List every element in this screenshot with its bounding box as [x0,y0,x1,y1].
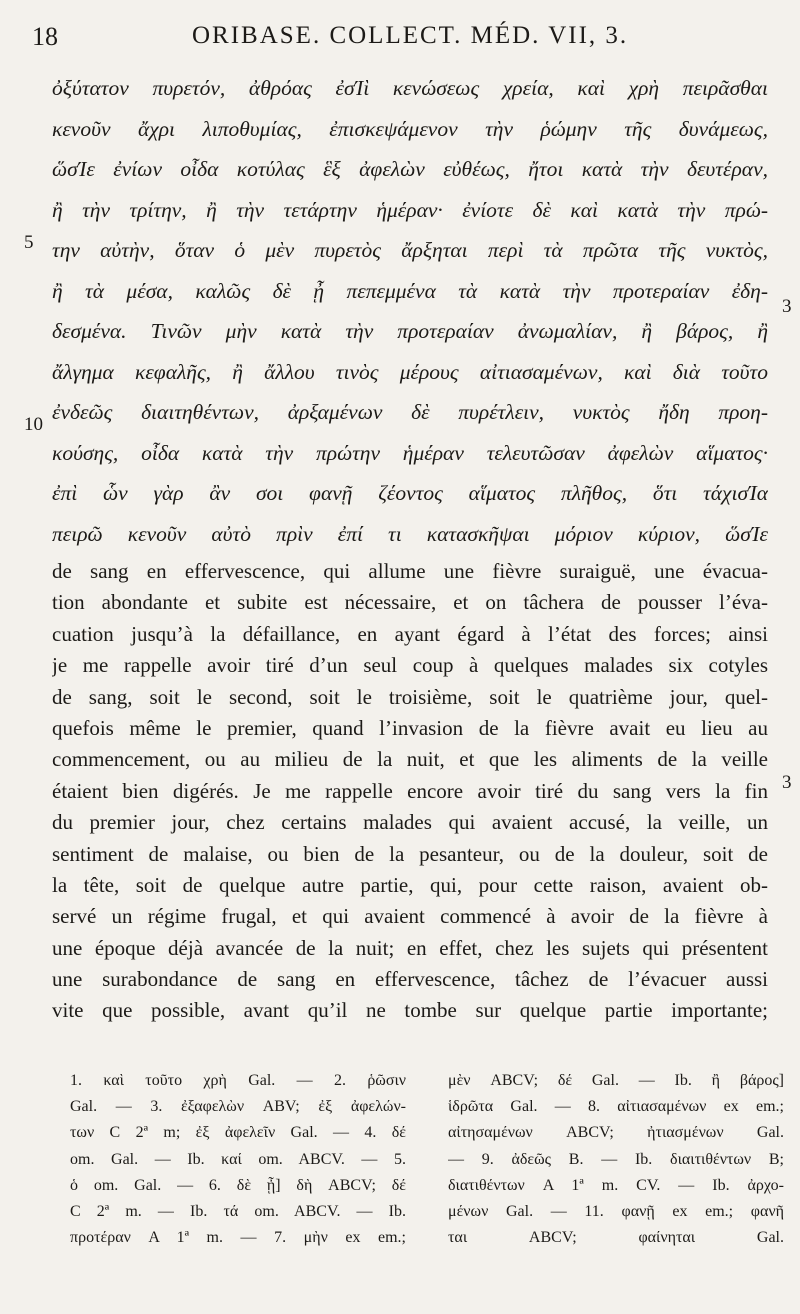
french-text-line: cuation jusqu’à la défaillance, en ayant égard à l’état des forces; ainsi [52,621,768,646]
footnote-line: om. Gal. — Ib. καί om. ABCV. — 5. [70,1150,406,1168]
footnote-line: — 9. ἀδεῶς B. — Ib. διαιτιθέντων B; [448,1150,784,1168]
french-text-line: je me rappelle avoir tiré d’un seul coup à quelques malades six cotyles [52,653,768,678]
greek-text-line: ἢ τὴν τρίτην, ἢ τὴν τετάρτην ἡμέραν· ἐνίοτε δὲ καὶ κατὰ τὴν πρώ- [52,197,768,222]
greek-text-line: ἐνδεῶς διαιτηθέντων, ἀρξαμένων δὲ πυρέτλειν, νυκτὸς ἤδη προη- [52,400,768,424]
footnote-line: ὁ om. Gal. — 6. δὲ ᾖ] δὴ ABCV; δέ [70,1176,406,1194]
page-header [32,22,772,62]
footnote-line: 1. καὶ τοῦτο χρὴ Gal. — 2. ῥῶσιν [70,1072,406,1089]
footnote-line: Gal. — 3. ἐξαφελὼν ABV; ἐξ ἀφελών- [70,1098,406,1116]
french-text-line: vite que possible, avant qu’il ne tombe sur quelque partie importante; [52,998,768,1023]
line-number-10: 10 [24,414,43,435]
greek-text-block [52,68,768,554]
greek-text-line: δεσμένα. Τινῶν μὴν κατὰ τὴν προτεραίαν ἀνωμαλίαν, ἢ βάρος, ἢ [52,319,768,343]
greek-text-line: ἢ τὰ μέσα, καλῶς δὲ ᾖ πεπεμμένα τὰ κατὰ τὴν προτεραίαν ἐδη- [52,278,768,303]
footnote-line: μένων Gal. — 11. φανῇ ex em.; φανῆ [448,1202,784,1220]
french-text-line: du premier jour, chez certains malades qui avaient accusé, la veille, un [52,810,768,835]
greek-text-line: πειρῶ κενοῦν αὐτὸ πρὶν ἐπί τι κατασκῆψαι μόριον κύριον, ὥσΊε [52,521,768,546]
french-text-line: la tête, soit de quelque autre partie, qui, pour cette raison, avaient ob- [52,872,768,897]
footnote-line: προτέραν A 1ª m. — 7. μὴν ex em.; [70,1229,406,1247]
french-text-line: de sang, soit le second, soit le troisième, soit le quatrième jour, quel- [52,684,768,709]
french-text-line: quefois même le premier, quand l’invasion de la fièvre avait eu lieu au [52,715,768,740]
margin-note-number: 3 [782,772,792,793]
footnote-line: διατιθέντων A 1ª m. CV. — Ib. ἀρχο- [448,1176,784,1194]
french-text-line: tion abondante et subite est nécessaire, et on tâchera de pousser l’éva- [52,590,768,615]
greek-text-line: κούσης, οἶδα κατὰ τὴν πρώτην ἡμέραν τελευτῶσαν ἀφελὼν αἵματος· [52,440,768,465]
running-title: ORIBASE. COLLECT. MÉD. VII, 3. [192,22,629,49]
footnote-line: αἰτησαμένων ABCV; ἠτιασμένων Gal. [448,1124,784,1142]
french-text-line: sentiment de malaise, ou bien de la pesanteur, ou de la douleur, soit de [52,841,768,866]
french-translation-block [52,556,768,1027]
french-text-line: commencement, ou au milieu de la nuit, et que les aliments de la veille [52,747,768,772]
greek-text-line: ἐπὶ ὧν γὰρ ἂν σοι φανῇ ζέοντος αἵματος πλῆθος, ὅτι τάχισΊα [52,481,768,505]
footnote-line: των C 2ª m; ἐξ ἀφελεῖν Gal. — 4. δέ [70,1124,406,1142]
footnote-line: ται ABCV; φαίνηται Gal. [448,1229,784,1247]
page-number: 18 [32,22,58,51]
notes-column-right [448,1068,784,1251]
french-text-line: une époque déjà avancée de la nuit; en effet, chez les sujets qui présentent [52,935,768,960]
notes-column-left [70,1068,406,1251]
line-number-5: 5 [24,232,34,253]
footnote-line: C 2ª m. — Ib. τά om. ABCV. — Ib. [70,1202,406,1220]
greek-text-line: κενοῦν ἄχρι λιποθυμίας, ἐπισκεψάμενον τὴν ῥώμην τῆς δυνάμεως, [52,116,768,141]
greek-text-line: την αὐτὴν, ὅταν ὁ μὲν πυρετὸς ἄρξηται περὶ τὰ πρῶτα τῆς νυκτὸς, [52,238,768,262]
french-text-line: servé un régime frugal, et qui avaient commencé à avoir de la fièvre à [52,904,768,929]
footnote-line: μὲν ABCV; δέ Gal. — Ib. ἢ βάρος] [448,1072,784,1089]
french-text-line: de sang en effervescence, qui allume une fièvre suraiguë, une évacua- [52,559,768,583]
margin-note-number: 3 [782,296,792,317]
greek-text-line: ὥσΊε ἐνίων οἶδα κοτύλας ἓξ ἀφελὼν εὐθέως, ἤτοι κατὰ τὴν δευτέραν, [52,157,768,181]
greek-text-line: ὀξύτατον πυρετόν, ἀθρόας ἐσΊὶ κενώσεως χρεία, καὶ χρὴ πειρᾶσθαι [52,76,768,100]
french-text-line: étaient bien digérés. Je me rappelle encore avoir tiré du sang vers la fin [52,778,768,803]
footnote-line: ἱδρῶτα Gal. — 8. αἰτιασαμένων ex em.; [448,1098,784,1116]
greek-text-line: ἄλγημα κεφαλῆς, ἢ ἄλλου τινὸς μέρους αἰτιασαμένων, καὶ διὰ τοῦτο [52,359,768,384]
french-text-line: une surabondance de sang en effervescence, tâchez de l’évacuer aussi [52,967,768,992]
